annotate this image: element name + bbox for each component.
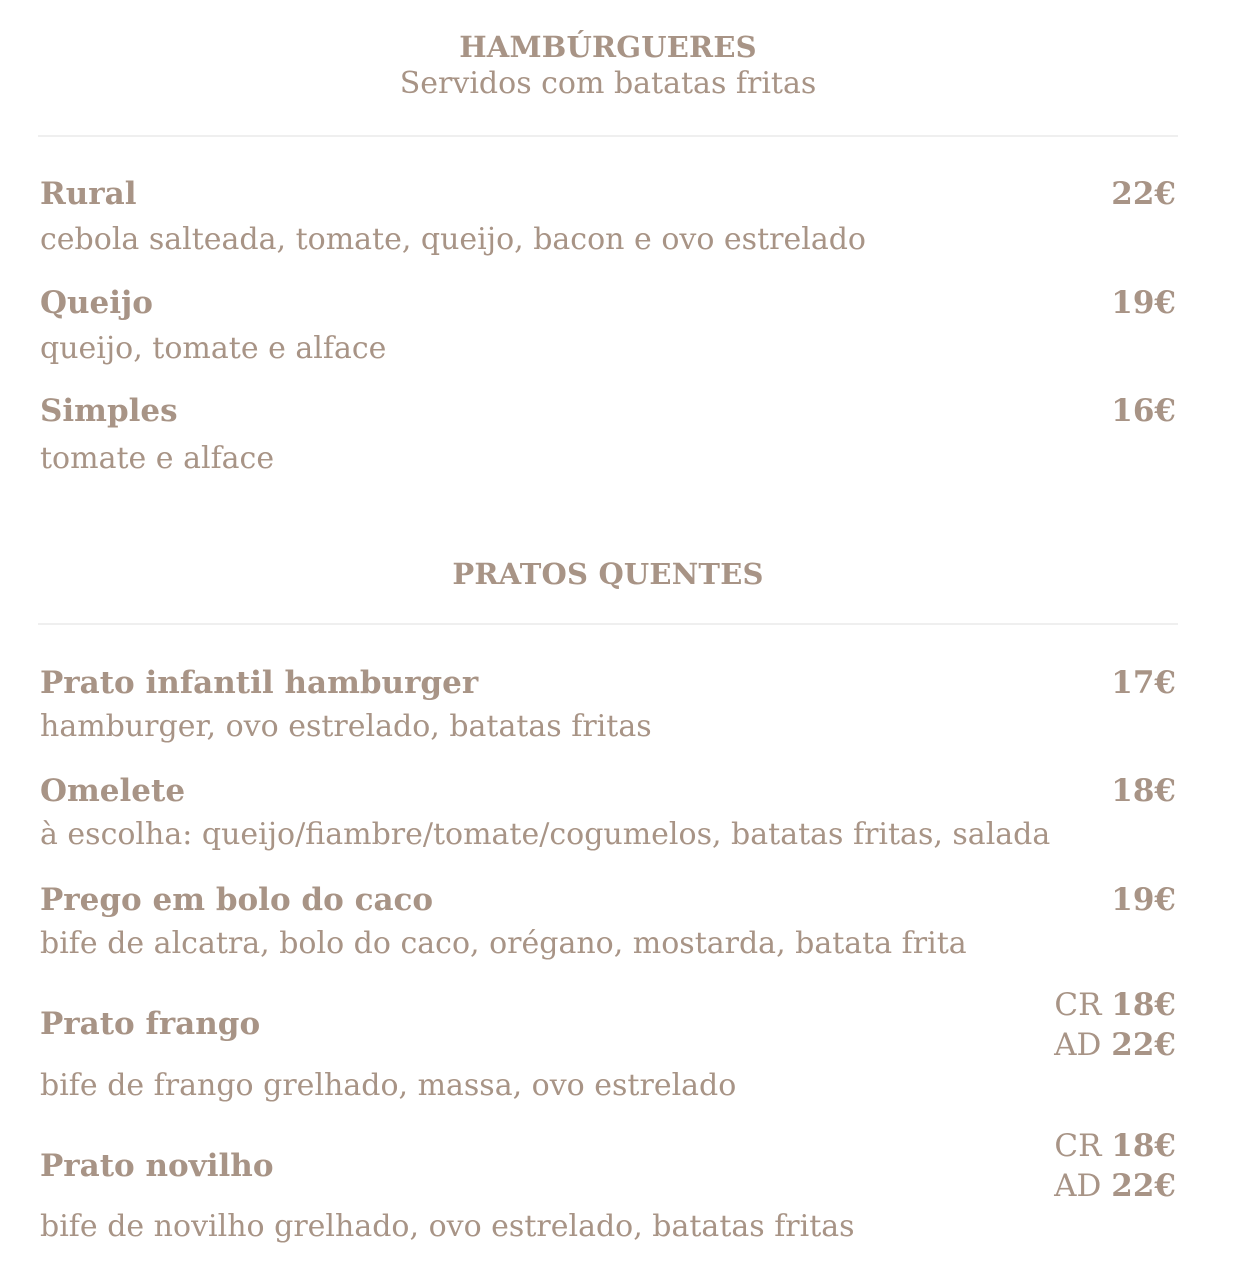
item-price: 19€ <box>1111 882 1176 918</box>
section-subtitle: Servidos com batatas fritas <box>399 66 817 101</box>
item-name: Prato infantil hamburger <box>40 665 479 701</box>
price-value: 22€ <box>1111 1168 1176 1204</box>
item-name: Omelete <box>40 773 186 809</box>
item-name: Simples <box>40 393 178 429</box>
item-price: 16€ <box>1111 393 1176 429</box>
item-description: queijo, tomate e alface <box>40 331 387 366</box>
item-description: bife de novilho grelhado, ovo estrelado, batatas fritas <box>40 1209 855 1244</box>
item-price: 19€ <box>1111 285 1176 321</box>
section-header-hamburgueres <box>0 29 1216 103</box>
section-title: HAMBÚRGUERES <box>459 30 757 64</box>
item-price: 17€ <box>1111 665 1176 701</box>
price-label: CR <box>1054 1128 1102 1164</box>
menu-item-omelete <box>40 771 1176 852</box>
item-name: Prego em bolo do caco <box>40 882 434 918</box>
section-title: PRATOS QUENTES <box>452 557 764 591</box>
item-description: tomate e alface <box>40 441 275 476</box>
item-description: bife de alcatra, bolo do caco, orégano, mostarda, batata frita <box>40 926 967 961</box>
item-name: Rural <box>40 176 137 212</box>
menu-item-rural <box>40 174 1176 257</box>
item-name: Prato novilho <box>40 1148 274 1184</box>
item-description: bife de frango grelhado, massa, ovo estrelado <box>40 1068 737 1103</box>
price-label: AD <box>1054 1168 1102 1204</box>
price-value: 18€ <box>1111 987 1176 1023</box>
price-line-ad <box>1054 1025 1176 1065</box>
price-value: 22€ <box>1111 1027 1176 1063</box>
price-line-cr <box>1054 1126 1176 1166</box>
section-header-pratos-quentes <box>0 556 1216 592</box>
item-name: Prato frango <box>40 1006 261 1042</box>
item-price-group <box>1054 1126 1176 1206</box>
item-price-group <box>1054 985 1176 1065</box>
price-label: AD <box>1054 1027 1102 1063</box>
menu-item-prego-em-bolo-do-caco <box>40 880 1176 961</box>
menu-item-simples <box>40 391 1176 476</box>
price-line-ad <box>1054 1166 1176 1206</box>
item-description: cebola salteada, tomate, queijo, bacon e ovo estrelado <box>40 222 866 257</box>
item-description: à escolha: queijo/fiambre/tomate/cogumelos, batatas fritas, salada <box>40 817 1051 852</box>
section-divider <box>38 135 1178 137</box>
price-label: CR <box>1054 987 1102 1023</box>
item-price: 18€ <box>1111 773 1176 809</box>
price-line-cr <box>1054 985 1176 1025</box>
item-name: Queijo <box>40 285 153 321</box>
menu-item-prato-infantil-hamburger <box>40 663 1176 744</box>
price-value: 18€ <box>1111 1128 1176 1164</box>
item-price: 22€ <box>1111 176 1176 212</box>
item-description: hamburger, ovo estrelado, batatas fritas <box>40 709 652 744</box>
menu-item-queijo <box>40 283 1176 366</box>
section-divider <box>38 623 1178 625</box>
